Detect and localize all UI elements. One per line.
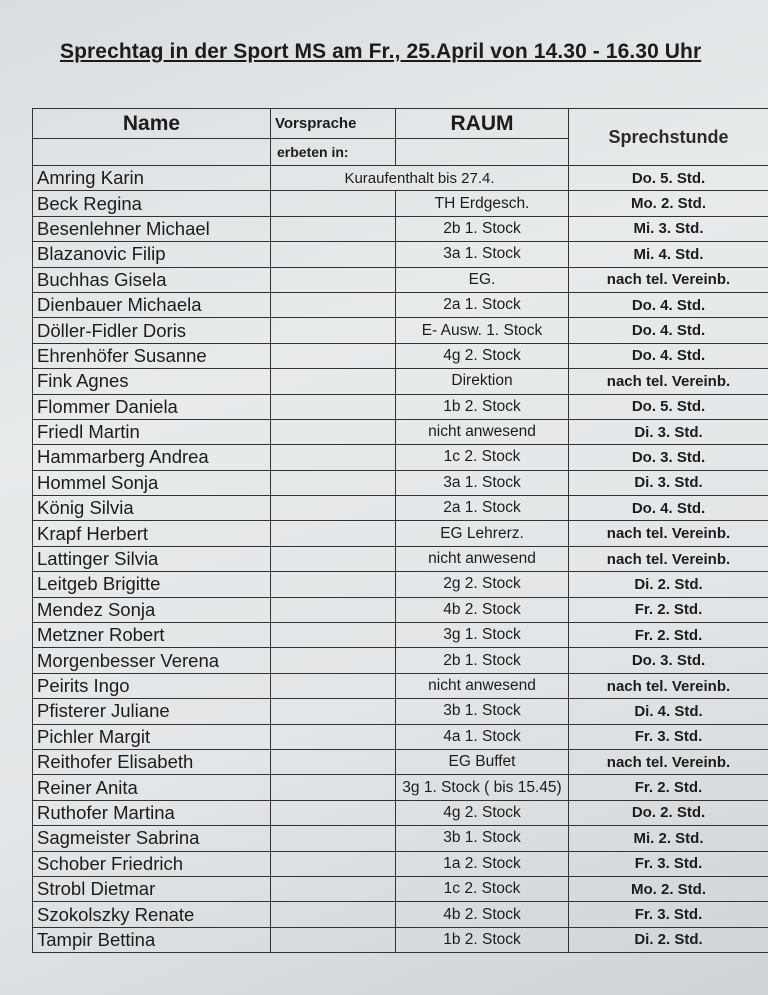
office-hour: Fr. 2. Std. <box>569 623 768 648</box>
teacher-name: Fink Agnes <box>33 369 271 394</box>
room-cell: 2a 1. Stock <box>396 292 569 317</box>
room-cell: 1c 2. Stock <box>396 445 569 470</box>
teacher-name: Metzner Robert <box>33 623 271 648</box>
vorsprache-cell <box>271 419 396 444</box>
table-row <box>33 191 768 216</box>
document-title: Sprechtag in der Sport MS am Fr., 25.April von 14.30 - 16.30 Uhr <box>60 40 702 63</box>
office-hour: Do. 4. Std. <box>569 292 768 317</box>
teacher-name: Schober Friedrich <box>33 851 271 876</box>
office-hour: Di. 3. Std. <box>569 470 768 495</box>
teacher-name: Buchhas Gisela <box>33 267 271 292</box>
table-row <box>33 445 768 470</box>
table-row <box>33 496 768 521</box>
office-hour: Mo. 2. Std. <box>569 876 768 901</box>
vorsprache-cell <box>271 521 396 546</box>
teacher-name: Leitgeb Brigitte <box>33 572 271 597</box>
table-row <box>33 292 768 317</box>
teacher-name: Sagmeister Sabrina <box>33 826 271 851</box>
room-cell: nicht anwesend <box>396 673 569 698</box>
office-hour: Fr. 2. Std. <box>569 775 768 800</box>
table-row <box>33 851 768 876</box>
teacher-name: Dienbauer Michaela <box>33 292 271 317</box>
office-hour: Do. 4. Std. <box>569 343 768 368</box>
teacher-name: Flommer Daniela <box>33 394 271 419</box>
vorsprache-cell <box>271 826 396 851</box>
table-row <box>33 546 768 571</box>
office-hour: nach tel. Vereinb. <box>569 546 768 571</box>
room-cell: 1a 2. Stock <box>396 851 569 876</box>
table-row <box>33 597 768 622</box>
vorsprache-cell <box>271 927 396 952</box>
office-hour: Fr. 3. Std. <box>569 902 768 927</box>
teacher-name: Beck Regina <box>33 191 271 216</box>
room-cell: EG Lehrerz. <box>396 521 569 546</box>
office-hour: nach tel. Vereinb. <box>569 267 768 292</box>
table-row <box>33 470 768 495</box>
vorsprache-cell <box>271 216 396 241</box>
office-hour: Di. 2. Std. <box>569 572 768 597</box>
office-hour: Di. 4. Std. <box>569 699 768 724</box>
vorsprache-cell <box>271 470 396 495</box>
header-vorsprache-line2: erbeten in: <box>271 139 396 166</box>
room-cell: TH Erdgesch. <box>396 191 569 216</box>
table-row <box>33 216 768 241</box>
vorsprache-cell <box>271 343 396 368</box>
office-hour: nach tel. Vereinb. <box>569 369 768 394</box>
vorsprache-cell <box>271 597 396 622</box>
vorsprache-cell <box>271 546 396 571</box>
room-cell: EG. <box>396 267 569 292</box>
table-row <box>33 876 768 901</box>
vorsprache-cell <box>271 496 396 521</box>
room-cell: 1b 2. Stock <box>396 394 569 419</box>
room-cell: nicht anwesend <box>396 546 569 571</box>
room-cell: 2b 1. Stock <box>396 648 569 673</box>
office-hour: Fr. 2. Std. <box>569 597 768 622</box>
table-row <box>33 166 768 191</box>
office-hour: Mo. 2. Std. <box>569 191 768 216</box>
room-cell: 2a 1. Stock <box>396 496 569 521</box>
teacher-name: König Silvia <box>33 496 271 521</box>
room-cell: 2b 1. Stock <box>396 216 569 241</box>
room-cell: 3a 1. Stock <box>396 470 569 495</box>
table-row <box>33 724 768 749</box>
room-cell: 4b 2. Stock <box>396 597 569 622</box>
vorsprache-cell <box>271 394 396 419</box>
office-hour: Mi. 4. Std. <box>569 242 768 267</box>
teacher-name: Döller-Fidler Doris <box>33 318 271 343</box>
vorsprache-cell <box>271 267 396 292</box>
header-sprechstunde: Sprechstunde <box>569 109 768 166</box>
header-raum: RAUM <box>396 109 569 139</box>
header-row <box>33 109 768 139</box>
vorsprache-cell <box>271 724 396 749</box>
schedule-table <box>32 108 768 953</box>
office-hour: nach tel. Vereinb. <box>569 749 768 774</box>
table-row <box>33 394 768 419</box>
vorsprache-cell <box>271 699 396 724</box>
teacher-name: Szokolszky Renate <box>33 902 271 927</box>
teacher-name: Hommel Sonja <box>33 470 271 495</box>
teacher-name: Krapf Herbert <box>33 521 271 546</box>
teacher-name: Strobl Dietmar <box>33 876 271 901</box>
room-cell: Direktion <box>396 369 569 394</box>
table-row <box>33 927 768 952</box>
office-hour: Mi. 2. Std. <box>569 826 768 851</box>
table-row <box>33 623 768 648</box>
office-hour: Do. 2. Std. <box>569 800 768 825</box>
office-hour: Do. 4. Std. <box>569 318 768 343</box>
room-cell: 3b 1. Stock <box>396 699 569 724</box>
office-hour: nach tel. Vereinb. <box>569 521 768 546</box>
teacher-name: Tampir Bettina <box>33 927 271 952</box>
table-row <box>33 267 768 292</box>
absence-note: Kuraufenthalt bis 27.4. <box>271 166 569 191</box>
table-row <box>33 902 768 927</box>
teacher-name: Friedl Martin <box>33 419 271 444</box>
office-hour: Fr. 3. Std. <box>569 724 768 749</box>
teacher-name: Pfisterer Juliane <box>33 699 271 724</box>
vorsprache-cell <box>271 318 396 343</box>
header-name-empty <box>33 139 271 166</box>
teacher-name: Besenlehner Michael <box>33 216 271 241</box>
table-row <box>33 749 768 774</box>
header-raum-empty <box>396 139 569 166</box>
table-row <box>33 775 768 800</box>
vorsprache-cell <box>271 851 396 876</box>
table-row <box>33 826 768 851</box>
vorsprache-cell <box>271 445 396 470</box>
vorsprache-cell <box>271 292 396 317</box>
room-cell: 4a 1. Stock <box>396 724 569 749</box>
teacher-name: Pichler Margit <box>33 724 271 749</box>
teacher-name: Mendez Sonja <box>33 597 271 622</box>
table-row <box>33 800 768 825</box>
teacher-name: Amring Karin <box>33 166 271 191</box>
office-hour: Di. 2. Std. <box>569 927 768 952</box>
teacher-name: Reiner Anita <box>33 775 271 800</box>
room-cell: 3a 1. Stock <box>396 242 569 267</box>
teacher-name: Morgenbesser Verena <box>33 648 271 673</box>
room-cell: 1c 2. Stock <box>396 876 569 901</box>
table-row <box>33 648 768 673</box>
header-vorsprache: Vorsprache <box>271 109 396 139</box>
vorsprache-cell <box>271 876 396 901</box>
office-hour: Do. 5. Std. <box>569 394 768 419</box>
table-row <box>33 699 768 724</box>
room-cell: 3g 1. Stock ( bis 15.45) <box>396 775 569 800</box>
office-hour: Do. 3. Std. <box>569 648 768 673</box>
table-row <box>33 318 768 343</box>
room-cell: 4g 2. Stock <box>396 800 569 825</box>
teacher-name: Reithofer Elisabeth <box>33 749 271 774</box>
office-hour: nach tel. Vereinb. <box>569 673 768 698</box>
vorsprache-cell <box>271 623 396 648</box>
vorsprache-cell <box>271 673 396 698</box>
room-cell: 3g 1. Stock <box>396 623 569 648</box>
teacher-name: Ehrenhöfer Susanne <box>33 343 271 368</box>
table-row <box>33 572 768 597</box>
room-cell: 1b 2. Stock <box>396 927 569 952</box>
table-row <box>33 242 768 267</box>
vorsprache-cell <box>271 902 396 927</box>
vorsprache-cell <box>271 369 396 394</box>
room-cell: 4b 2. Stock <box>396 902 569 927</box>
vorsprache-cell <box>271 749 396 774</box>
room-cell: 4g 2. Stock <box>396 343 569 368</box>
room-cell: 2g 2. Stock <box>396 572 569 597</box>
vorsprache-cell <box>271 191 396 216</box>
teacher-name: Blazanovic Filip <box>33 242 271 267</box>
office-hour: Fr. 3. Std. <box>569 851 768 876</box>
room-cell: EG Buffet <box>396 749 569 774</box>
table-row <box>33 369 768 394</box>
vorsprache-cell <box>271 572 396 597</box>
office-hour: Do. 3. Std. <box>569 445 768 470</box>
room-cell: E- Ausw. 1. Stock <box>396 318 569 343</box>
office-hour: Do. 5. Std. <box>569 166 768 191</box>
room-cell: nicht anwesend <box>396 419 569 444</box>
teacher-name: Lattinger Silvia <box>33 546 271 571</box>
header-name: Name <box>33 109 271 139</box>
table-row <box>33 673 768 698</box>
office-hour: Di. 3. Std. <box>569 419 768 444</box>
office-hour: Mi. 3. Std. <box>569 216 768 241</box>
vorsprache-cell <box>271 800 396 825</box>
table-row <box>33 521 768 546</box>
table-row <box>33 419 768 444</box>
office-hour: Do. 4. Std. <box>569 496 768 521</box>
teacher-name: Peirits Ingo <box>33 673 271 698</box>
teacher-name: Ruthofer Martina <box>33 800 271 825</box>
table-row <box>33 343 768 368</box>
vorsprache-cell <box>271 648 396 673</box>
vorsprache-cell <box>271 775 396 800</box>
vorsprache-cell <box>271 242 396 267</box>
room-cell: 3b 1. Stock <box>396 826 569 851</box>
teacher-name: Hammarberg Andrea <box>33 445 271 470</box>
